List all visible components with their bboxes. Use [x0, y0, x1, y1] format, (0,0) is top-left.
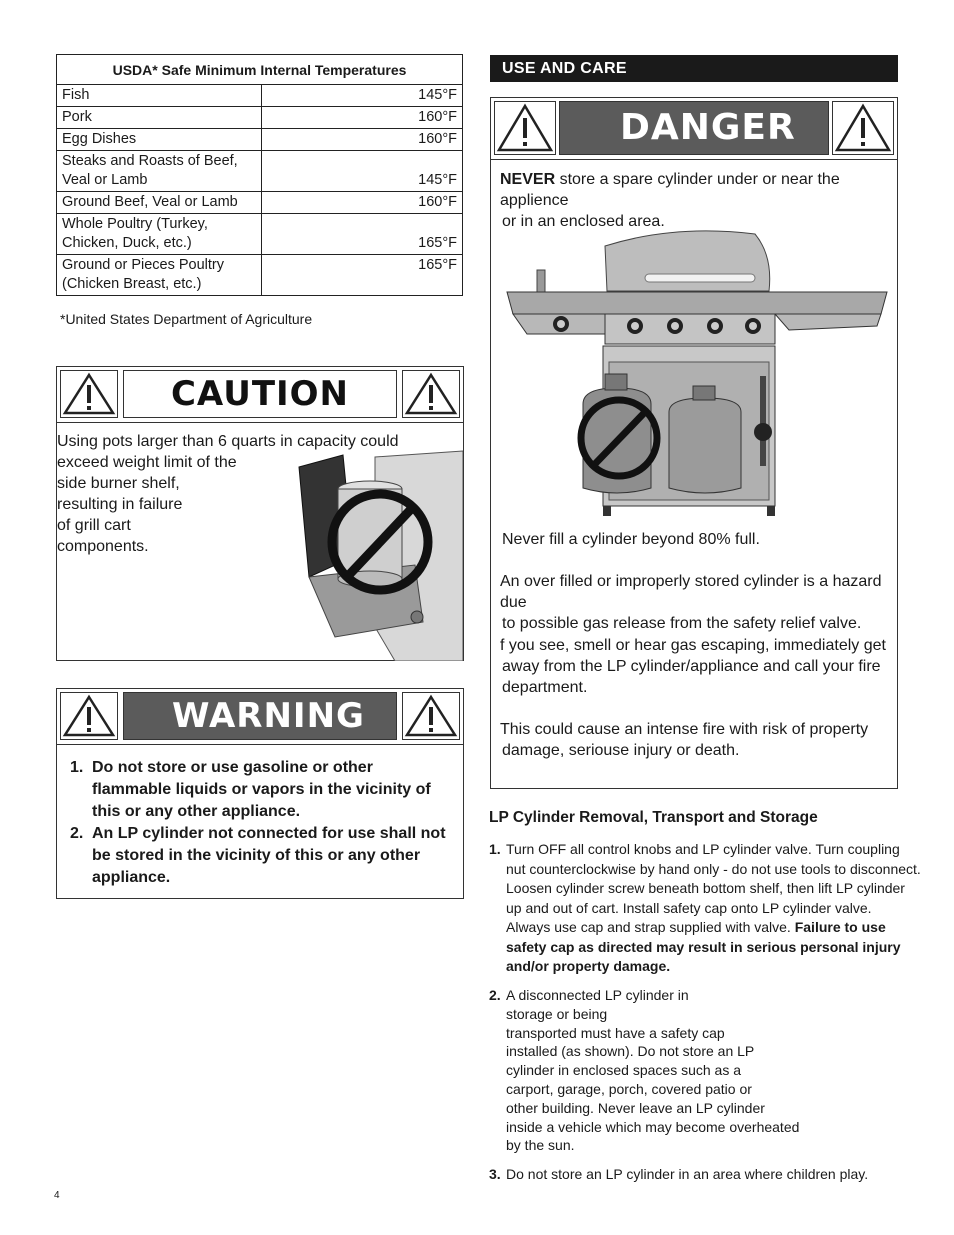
table-row — [57, 85, 463, 107]
list-item — [70, 823, 460, 889]
text-line: transported must have a safety cap — [506, 1024, 725, 1041]
temp-cell: 165°F — [262, 255, 463, 296]
lp-item-3 — [489, 1165, 909, 1185]
grill-cylinder-illustration — [505, 226, 889, 522]
warning-triangle-icon — [60, 692, 118, 740]
caution-box — [56, 366, 464, 661]
table-row — [57, 107, 463, 129]
text-line: exceed weight limit of the — [57, 454, 237, 471]
food-cell: Egg Dishes — [57, 129, 262, 151]
warning-box — [56, 688, 464, 899]
list-item — [70, 757, 460, 823]
temp-cell: 160°F — [262, 107, 463, 129]
text-line: Loosen cylinder screw beneath bottom shelf, then lift LP cylinder — [506, 880, 905, 896]
food-cell — [57, 214, 262, 255]
text-line: A disconnected LP cylinder in — [506, 987, 689, 1003]
side-burner-pot-illustration — [295, 447, 463, 661]
warning-triangle-icon — [494, 101, 556, 155]
food-cell — [57, 151, 262, 192]
text-line: safety cap as directed may result in serious personal injury — [506, 938, 901, 955]
warning-list — [70, 757, 460, 889]
text-line: of grill cart — [57, 517, 131, 534]
text-line: or in an enclosed area. — [502, 213, 665, 230]
text-line: installed (as shown). Do not store an LP — [506, 1043, 755, 1060]
list-number: 2. — [70, 825, 84, 842]
temp-cell: 145°F — [262, 85, 463, 107]
food-line: Whole Poultry (Turkey, — [62, 216, 208, 232]
danger-para — [500, 571, 897, 634]
text-line: up and out of cart. Install safety cap onto LP cylinder valve. — [506, 899, 872, 916]
list-number: 3. — [489, 1166, 501, 1182]
text-line: Turn OFF all control knobs and LP cylinder valve. Turn coupling — [506, 841, 900, 857]
food-line: (Chicken Breast, etc.) — [62, 276, 202, 292]
warning-triangle-icon — [402, 692, 460, 740]
text-line: storage or being — [506, 1005, 608, 1022]
warning-triangle-icon — [402, 370, 460, 418]
text-line — [506, 918, 929, 938]
danger-header — [491, 98, 897, 160]
table-row — [57, 129, 463, 151]
food-cell: Fish — [57, 85, 262, 107]
text-line: An over filled or improperly stored cylinder is a hazard due — [500, 573, 882, 611]
text-line: and/or property damage. — [506, 958, 671, 974]
table-title: USDA* Safe Minimum Internal Temperatures — [57, 55, 463, 85]
food-line: Veal or Lamb — [62, 172, 148, 188]
food-line: Ground or Pieces Poultry — [62, 257, 224, 273]
food-cell — [57, 255, 262, 296]
caution-word: CAUTION — [123, 370, 397, 418]
table-row — [57, 255, 463, 296]
temp-cell: 160°F — [262, 192, 463, 214]
text-line: f you see, smell or hear gas escaping, immediately get — [500, 637, 886, 654]
usda-temperature-table — [56, 54, 463, 296]
list-number: 1. — [70, 759, 84, 776]
text-line: nut counterclockwise by hand only - do not use tools to disconnect. — [506, 860, 921, 877]
danger-para — [502, 529, 760, 550]
page-number: 4 — [54, 1190, 60, 1201]
emphasis: NEVER — [500, 171, 556, 188]
table-footnote: *United States Department of Agriculture — [60, 311, 313, 327]
text-line: inside a vehicle which may become overheated — [506, 1118, 800, 1135]
danger-para — [500, 719, 868, 761]
danger-para — [500, 635, 886, 698]
text-line: be stored in the vicinity of this or any other — [92, 847, 421, 864]
danger-intro — [500, 169, 900, 232]
warning-triangle-icon — [832, 101, 894, 155]
table-row — [57, 151, 463, 192]
caution-header — [57, 367, 463, 423]
text-span: Always use cap and strap supplied with valve. — [506, 919, 795, 935]
text-line: Do not store an LP cylinder in an area where children play. — [506, 1166, 869, 1182]
text-line: department. — [502, 679, 588, 696]
emphasis: Failure to use — [794, 919, 886, 935]
text-line: appliance. — [92, 869, 171, 886]
text-line: other building. Never leave an LP cylinder — [506, 1099, 765, 1116]
food-cell: Ground Beef, Veal or Lamb — [57, 192, 262, 214]
text-line: to possible gas release from the safety relief valve. — [502, 615, 862, 632]
food-line: Steaks and Roasts of Beef, — [62, 153, 238, 169]
warning-triangle-icon — [60, 370, 118, 418]
food-cell: Pork — [57, 107, 262, 129]
section-header: USE AND CARE — [490, 55, 898, 82]
temp-cell: 160°F — [262, 129, 463, 151]
lp-item-2 — [489, 986, 909, 1155]
text-line: This could cause an intense fire with risk of property — [500, 721, 869, 738]
list-number: 1. — [489, 841, 501, 857]
text-line — [500, 169, 900, 211]
table-row — [57, 192, 463, 214]
text-line: flammable liquids or vapors in the vicinity of — [92, 781, 431, 798]
temp-cell: 165°F — [262, 214, 463, 255]
danger-word: DANGER — [559, 101, 829, 155]
text-span: store a spare cylinder under or near the applience — [500, 171, 840, 209]
text-line: Do not store or use gasoline or other — [92, 759, 373, 776]
text-line: resulting in failure — [57, 496, 183, 513]
danger-box — [490, 97, 898, 789]
list-number: 2. — [489, 987, 501, 1003]
food-line: Chicken, Duck, etc.) — [62, 235, 192, 251]
text-line: side burner shelf, — [57, 475, 180, 492]
text-line: Never fill a cylinder beyond 80% full. — [502, 531, 760, 548]
warning-word: WARNING — [123, 692, 397, 740]
lp-section-title: LP Cylinder Removal, Transport and Storage — [489, 809, 818, 826]
text-line: An LP cylinder not connected for use shall not — [92, 825, 446, 842]
text-line: Using pots larger than 6 quarts in capacity could — [57, 433, 399, 450]
warning-header — [57, 689, 463, 745]
text-line: cylinder in enclosed spaces such as a — [506, 1062, 742, 1079]
text-line: components. — [57, 538, 149, 555]
temp-cell: 145°F — [262, 151, 463, 192]
text-line: this or any other appliance. — [92, 803, 301, 820]
text-line: by the sun. — [506, 1137, 575, 1154]
text-line: carport, garage, porch, covered patio or — [506, 1080, 752, 1097]
table-row — [57, 214, 463, 255]
lp-item-1 — [489, 840, 929, 977]
text-line: away from the LP cylinder/appliance and call your fire — [502, 658, 881, 675]
text-line: damage, seriouse injury or death. — [502, 742, 740, 759]
